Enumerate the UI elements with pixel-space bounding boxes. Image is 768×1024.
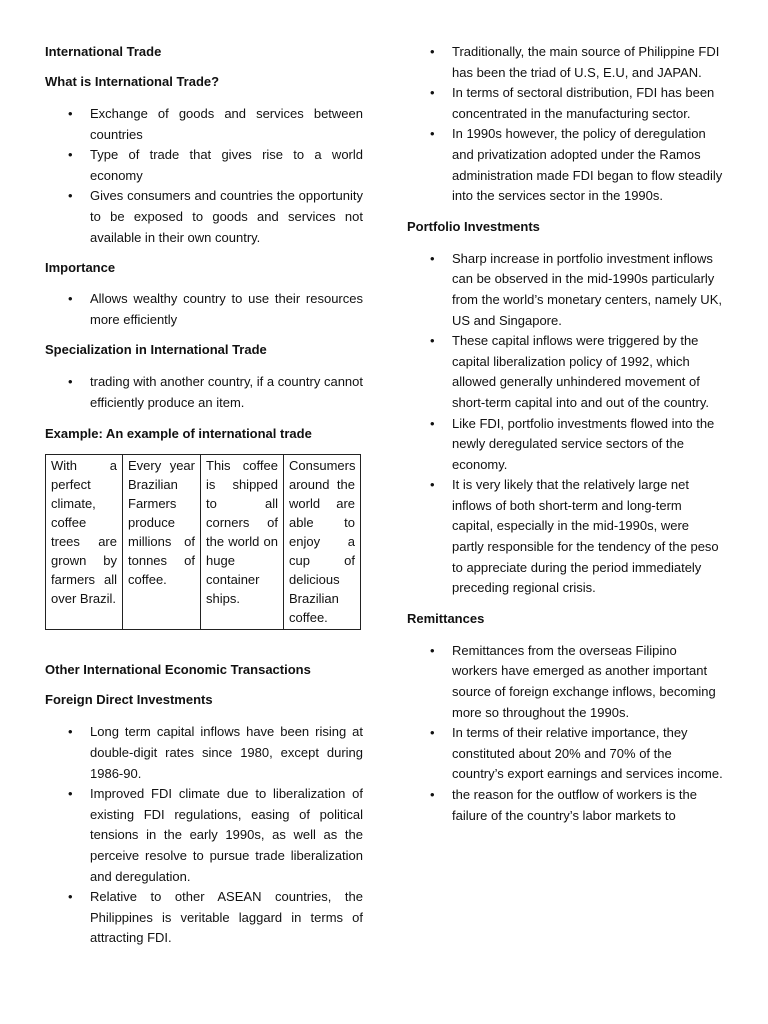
fdi-list-continued xyxy=(407,42,723,207)
list-item: • Exchange of goods and services between countries xyxy=(90,104,363,145)
list-item: • It is very likely that the relatively large net inflows of both short-term and long-term capital, especially in the mid-1990s, were partly responsible for the tendency of the peso to appreciate during the period immediately preceding regional crisis. xyxy=(452,475,723,599)
table-row xyxy=(46,454,361,630)
table-cell: Consumers around the world are able to enjoy a cup of delicious Brazilian coffee. xyxy=(284,454,361,630)
list-item: • Remittances from the overseas Filipino workers have emerged as another important source of foreign exchange inflows, becoming more so throughout the 1990s. xyxy=(452,641,723,723)
list-item: • These capital inflows were triggered by the capital liberalization policy of 1992, which allowed generally unhindered movement of short-term capital into and out of the country. xyxy=(452,331,723,413)
example-table xyxy=(45,454,361,631)
portfolio-heading: Portfolio Investments xyxy=(407,218,540,234)
fdi-list xyxy=(45,722,363,949)
example-heading: Example: An example of international trade xyxy=(45,425,312,441)
importance-heading: Importance xyxy=(45,260,116,276)
list-item: • trading with another country, if a country cannot efficiently produce an item. xyxy=(90,372,363,413)
list-item: • Type of trade that gives rise to a world economy xyxy=(90,145,363,186)
specialization-list xyxy=(45,372,363,413)
portfolio-list xyxy=(407,249,723,599)
list-item: • Sharp increase in portfolio investment inflows can be observed in the mid-1990s particularly from the world’s monetary centers, namely UK, US and Singapore. xyxy=(452,249,723,331)
list-item: • Traditionally, the main source of Philippine FDI has been the triad of U.S, E.U, and JAPAN. xyxy=(452,42,723,83)
table-cell: This coffee is shipped to all corners of the world on huge container ships. xyxy=(201,454,284,630)
table-cell: Every year Brazilian Farmers produce millions of tonnes of coffee. xyxy=(123,454,201,630)
list-item: • Long term capital inflows have been rising at double-digit rates since 1980, except during 1986-90. xyxy=(90,722,363,784)
table-cell: With a perfect climate, coffee trees are grown by farmers all over Brazil. xyxy=(46,454,123,630)
list-item: • Like FDI, portfolio investments flowed into the newly deregulated service sectors of the economy. xyxy=(452,414,723,476)
specialization-heading: Specialization in International Trade xyxy=(45,342,267,358)
left-column xyxy=(45,42,363,949)
what-heading: What is International Trade? xyxy=(45,74,220,89)
remittances-list xyxy=(407,641,723,826)
list-item: • Improved FDI climate due to liberalization of existing FDI regulations, easing of political tensions in the early 1990s, as well as the perceive resolve to pursue trade liberalization and deregulation. xyxy=(90,784,363,887)
list-item: • In terms of sectoral distribution, FDI has been concentrated in the manufacturing sector. xyxy=(452,83,723,124)
what-list xyxy=(45,104,363,248)
list-item: • the reason for the outflow of workers is the failure of the country’s labor markets to xyxy=(452,785,723,826)
list-item: • In 1990s however, the policy of deregulation and privatization adopted under the Ramos administration made FDI began to flow steadily into the services sector in the 1990s. xyxy=(452,124,723,206)
list-item: • Relative to other ASEAN countries, the Philippines is veritable laggard in terms of attracting FDI. xyxy=(90,887,363,949)
list-item: • Gives consumers and countries the opportunity to be exposed to goods and services not available in their own country. xyxy=(90,186,363,248)
other-transactions-heading: Other International Economic Transactions xyxy=(45,662,311,678)
document-title: International Trade xyxy=(45,44,162,59)
fdi-heading: Foreign Direct Investments xyxy=(45,692,213,708)
remittances-heading: Remittances xyxy=(407,610,485,626)
right-column xyxy=(407,42,723,826)
list-item: • In terms of their relative importance, they constituted about 20% and 70% of the country’s export earnings and services income. xyxy=(452,723,723,785)
importance-list xyxy=(45,289,363,330)
list-item: • Allows wealthy country to use their resources more efficiently xyxy=(90,289,363,330)
